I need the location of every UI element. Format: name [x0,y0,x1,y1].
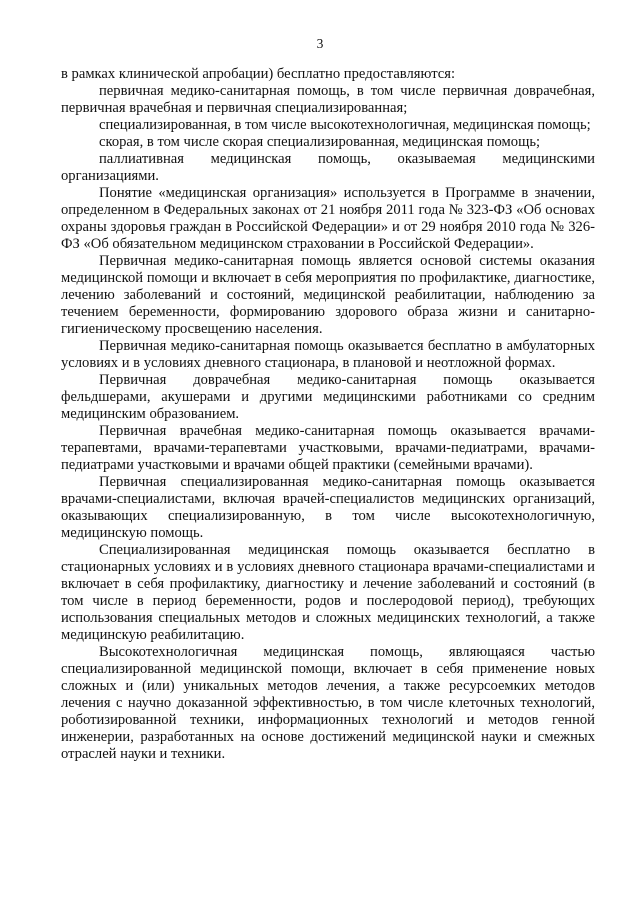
paragraph-primary-care-free: Первичная медико-санитарная помощь оказывается бесплатно в амбулаторных условиях и в условиях дневного стационара, в плановой и неотложной формах. [61,338,595,371]
paragraph-emergency-care-item: скорая, в том числе скорая специализированная, медицинская помощь; [99,134,541,150]
paragraph-primary-medical-care: Первичная врачебная медико-санитарная помощь оказывается врачами-терапевтами, врачами-терапевтами участковыми, врачами-педиатрами, врачами-педиатрами участковыми и врачами общей практики (семейными врачами). [61,423,595,473]
paragraph-specialized-care-item: специализированная, в том числе высокотехнологичная, медицинская помощь; [99,117,591,133]
document-body [61,66,595,763]
page-number: 3 [316,36,324,51]
paragraph-high-tech-care: Высокотехнологичная медицинская помощь, являющаяся частью специализированной медицинской помощи, включает в себя применение новых сложных и (или) уникальных методов лечения, а также ресурсоемких методов лечения с научно доказанной эффективностью, в том числе клеточных технологий, роботизированной техники, информационных технологий и методов генной инженерии, разработанных на основе достижений медицинской науки и смежных отраслей науки и техники. [61,644,595,762]
paragraph-specialized-care: Специализированная медицинская помощь оказывается бесплатно в стационарных условиях и в условиях дневного стационара врачами-специалистами и включает в себя профилактику, диагностику и лечение заболеваний и состояний (в том числе в период беременности, родов и послеродовой период), требующих использования специальных методов и сложных медицинских технологий, а также медицинскую реабилитацию. [61,542,595,643]
paragraph-intro: в рамках клинической апробации) бесплатно предоставляются: [61,66,456,82]
paragraph-primary-specialized-care: Первичная специализированная медико-санитарная помощь оказывается врачами-специалистами, включая врачей-специалистов медицинских организаций, оказывающих специализированную, в том числе высокотехнологичную, медицинскую помощь. [61,474,595,541]
paragraph-medical-organization-definition: Понятие «медицинская организация» используется в Программе в значении, определенном в Федеральных законах от 21 ноября 2011 года № 323-ФЗ «Об основах охраны здоровья граждан в Российской Федерации» и от 29 ноября 2010 года № 326-ФЗ «Об обязательном медицинском страховании в Российской Федерации». [61,185,595,252]
paragraph-palliative-care-item: паллиативная медицинская помощь, оказываемая медицинскими организациями. [61,151,595,184]
paragraph-pre-medical-care: Первичная доврачебная медико-санитарная помощь оказывается фельдшерами, акушерами и другими медицинскими работниками со средним медицинским образованием. [61,372,595,422]
paragraph-primary-care-item: первичная медико-санитарная помощь, в том числе первичная доврачебная, первичная врачебная и первичная специализированная; [61,83,595,116]
paragraph-primary-care-basis: Первичная медико-санитарная помощь является основой системы оказания медицинской помощи и включает в себя мероприятия по профилактике, диагностике, лечению заболеваний и состояний, медицинской реабилитации, наблюдению за течением беременности, формированию здорового образа жизни и санитарно-гигиеническому просвещению населения. [61,253,595,337]
